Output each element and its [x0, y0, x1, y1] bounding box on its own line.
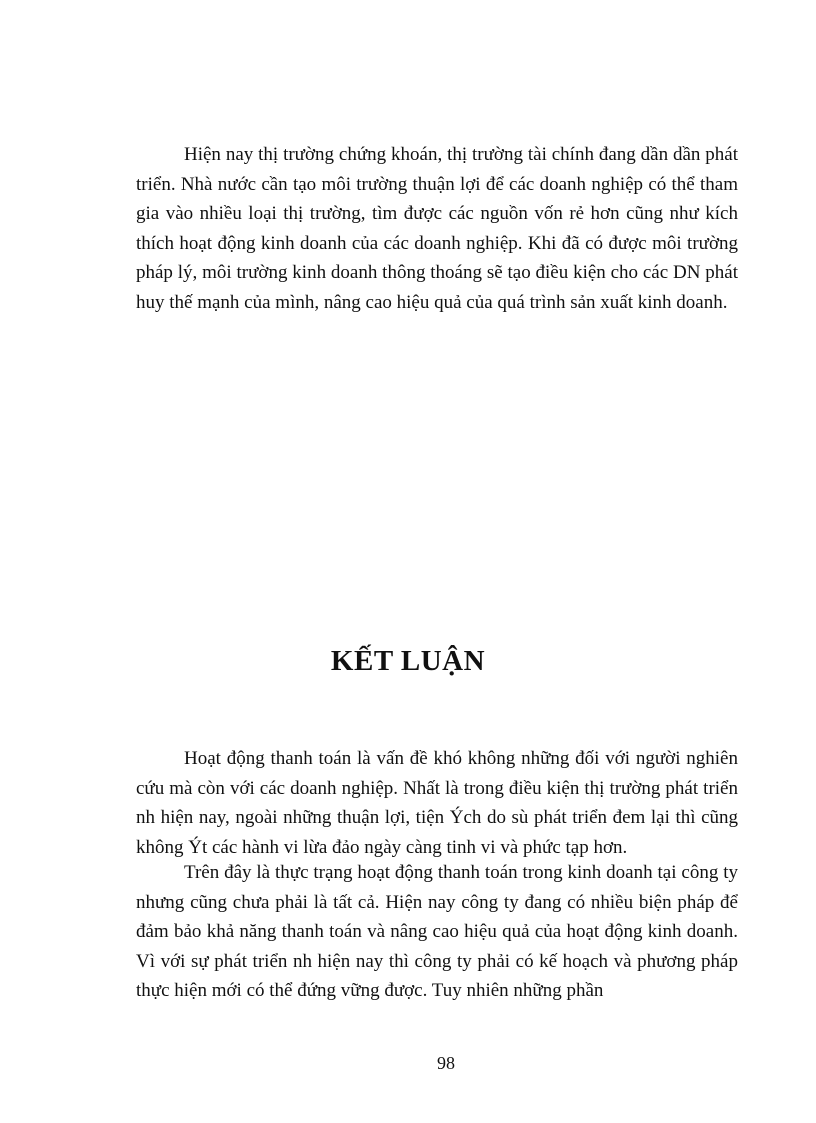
conclusion-heading: KẾT LUẬN — [330, 645, 486, 677]
intro-paragraph: Hiện nay thị trường chứng khoán, thị trường tài chính đang dần dần phát triển. Nhà nước cần tạo môi trường thuận lợi để các doanh nghiệp có thể tham gia vào nhiều loại thị trường, tìm được các nguồn vốn rẻ hơn cũng như kích thích hoạt động kinh doanh của các doanh nghiệp. Khi đã có được môi trường pháp lý, môi trường kinh doanh thông thoáng sẽ tạo điều kiện cho các DN phát huy thế mạnh của mình, nâng cao hiệu quả của quá trình sản xuất kinh doanh. — [136, 144, 738, 313]
page-number: 98 — [437, 1053, 455, 1073]
conclusion-paragraph: Trên đây là thực trạng hoạt động thanh toán trong kinh doanh tại công ty nhưng cũng chưa phải là tất cả. Hiện nay công ty đang có nhiều biện pháp để đảm bảo khả năng thanh toán và nâng cao hiệu quả của hoạt động kinh doanh. Vì với sự phát triển nh hiện nay thì công ty phải có kế hoạch và phương pháp thực hiện mới có thể đứng vững được. Tuy nhiên những phần — [136, 862, 738, 1002]
conclusion-paragraph: Hoạt động thanh toán là vấn đề khó không những đối với người nghiên cứu mà còn với các doanh nghiệp. Nhất là trong điều kiện thị trường phát triển nh hiện nay, ngoài những thuận lợi, tiện Ých do sù phát triển đem lại thì cũng không Ýt các hành vi lừa đảo ngày càng tinh vi và phức tạp hơn. — [136, 748, 738, 858]
